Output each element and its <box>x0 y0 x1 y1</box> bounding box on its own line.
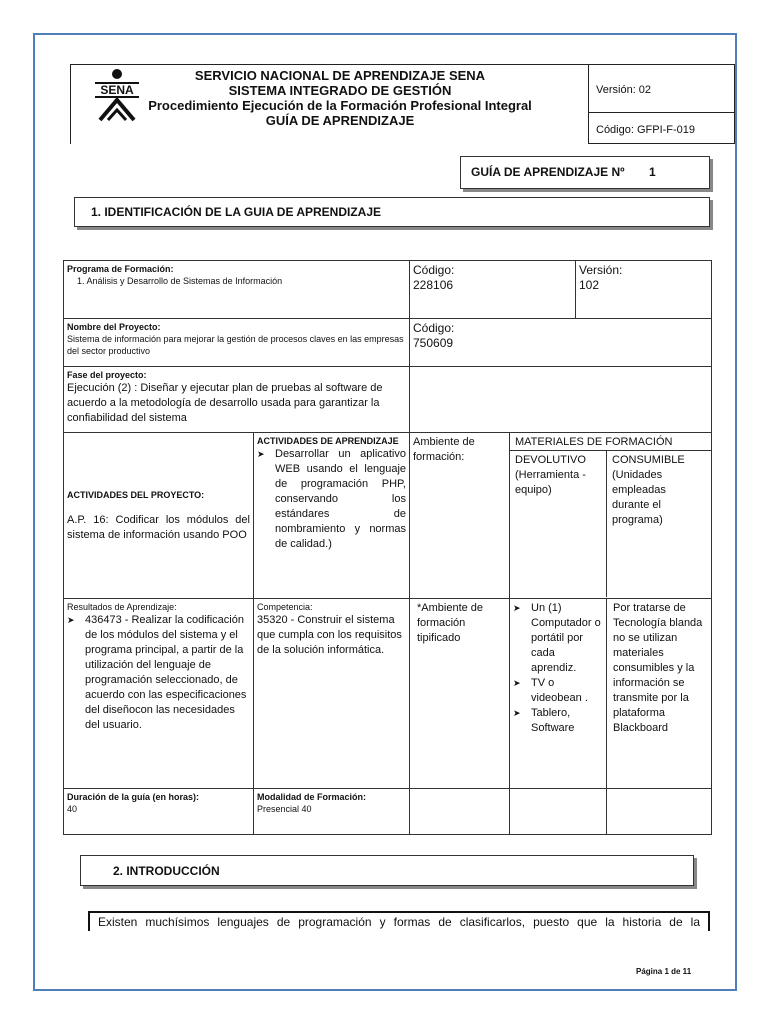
act-aprendizaje-value: ➤ Desarrollar un aplicativo WEB usando el lenguaje de programación PHP, conservando los estándares de nombramiento y normas de calidad.) <box>257 447 406 552</box>
org-name: SERVICIO NACIONAL DE APRENDIZAJE SENA <box>194 68 486 83</box>
org-guide-title: GUÍA DE APRENDIZAJE <box>265 113 415 128</box>
programa-value: 1. Análisis y Desarrollo de Sistemas de Información <box>77 276 283 286</box>
empty-cell <box>410 789 510 835</box>
devolutivo-cell <box>510 599 607 789</box>
modalidad-cell: Modalidad de Formación: Presencial 40 <box>254 789 410 835</box>
section1-box <box>74 197 710 227</box>
section2-title: 2. INTRODUCCIÓN <box>113 864 220 878</box>
materiales-cell <box>510 433 712 599</box>
duracion-value: 40 <box>67 804 78 814</box>
guide-number-label: GUÍA DE APRENDIZAJE Nº <box>471 165 625 179</box>
guide-number-value: 1 <box>649 165 656 179</box>
section2-box <box>80 855 694 886</box>
codigo2-cell: Código: 750609 <box>410 319 712 367</box>
devolutivo-list <box>513 601 603 736</box>
resultados-value: ➤ 436473 - Realizar la codificación de los módulos del sistema y el programa principal, a partir de la utilización del lenguaje de programación seleccionado, de acuerdo con las especificaciones del diseñocon las necesidades del usuario. <box>67 613 250 733</box>
section1-title: 1. IDENTIFICACIÓN DE LA GUIA DE APRENDIZAJE <box>91 205 382 219</box>
svg-text:SENA: SENA <box>100 83 134 97</box>
proyecto-value: Sistema de información para mejorar la gestión de procesos claves en las empresas del sector productivo <box>67 334 404 356</box>
proyecto-cell: Nombre del Proyecto: Sistema de información para mejorar la gestión de procesos claves en las empresas del sector productivo <box>64 319 410 367</box>
act-aprendizaje-cell: ACTIVIDADES DE APRENDIZAJE ➤ Desarrollar un aplicativo WEB usando el lenguaje de programación PHP, conservando los estándares de nombramiento y normas de calidad.) <box>254 433 410 599</box>
intro-paragraph: Existen muchísimos lenguajes de programación y formas de clasificarlos, puesto que la historia de la <box>88 911 710 931</box>
materiales-label: MATERIALES DE FORMACIÓN <box>510 433 711 451</box>
devolutivo-item: ➤ Un (1) Computador o portátil por cada aprendiz. <box>513 601 603 676</box>
codigo2-value: 750609 <box>413 336 454 350</box>
ambiente-value-cell: *Ambiente de formación tipificado <box>410 599 510 789</box>
header-version: Versión: 02 <box>596 84 652 96</box>
org-system: SISTEMA INTEGRADO DE GESTIÓN <box>228 83 452 98</box>
header-code: Código: GFPI-F-019 <box>596 124 696 136</box>
fase-value: Ejecución (2) : Diseñar y ejecutar plan de pruebas al software de acuerdo a la metodología de desarrollo usada para garantizar la confiabilidad del sistema <box>67 382 383 424</box>
devolutivo-label: DEVOLUTIVO (Herramienta - equipo) <box>510 451 607 597</box>
empty-cell <box>607 789 712 835</box>
act-proyecto-value: A.P. 16: Codificar los módulos del sistema de información usando POO <box>67 513 250 541</box>
version-cell: Versión: 102 <box>576 261 712 319</box>
consumible-cell: Por tratarse de Tecnología blanda no se utilizan materiales consumibles y la información se transmite por la plataforma Blackboard <box>607 599 712 789</box>
devolutivo-item: ➤ Tablero, Software <box>513 706 603 736</box>
act-proyecto-cell: ACTIVIDADES DEL PROYECTO: A.P. 16: Codificar los módulos del sistema de información usando POO <box>64 433 254 599</box>
fase-cell: Fase del proyecto: Ejecución (2) : Diseñar y ejecutar plan de pruebas al software de acuerdo a la metodología de desarrollo usada para garantizar la confiabilidad del sistema <box>64 367 410 433</box>
devolutivo-item: ➤ TV o videobean . <box>513 676 603 706</box>
duracion-cell: Duración de la guía (en horas): 40 <box>64 789 254 835</box>
guide-number-box <box>460 156 710 189</box>
version-value: 102 <box>579 278 600 292</box>
empty-cell <box>510 789 607 835</box>
page-number: Página 1 de 11 <box>636 967 692 976</box>
codigo-value: 228106 <box>413 278 454 292</box>
org-procedure: Procedimiento Ejecución de la Formación Profesional Integral <box>148 98 532 113</box>
programa-cell: Programa de Formación: 1. Análisis y Desarrollo de Sistemas de Información <box>64 261 410 319</box>
codigo-cell: Código: 228106 <box>410 261 576 319</box>
ambiente-label-cell: Ambiente de formación: <box>410 433 510 599</box>
consumible-label: CONSUMIBLE (Unidades empleadas durante el programa) <box>612 454 685 526</box>
competencia-cell: Competencia: 35320 - Construir el sistema que cumpla con los requisitos de la solución informática. <box>254 599 410 789</box>
resultados-cell: Resultados de Aprendizaje: ➤ 436473 - Realizar la codificación de los módulos del sistema y el programa principal, a partir de la utilización del lenguaje de programación seleccionado, de acuerdo con las especificaciones del diseñocon las necesidades del usuario. <box>64 599 254 789</box>
header-divider <box>588 112 735 113</box>
empty-cell <box>410 367 712 433</box>
modalidad-value: Presencial 40 <box>257 804 312 814</box>
identification-table <box>63 260 712 835</box>
competencia-value: 35320 - Construir el sistema que cumpla con los requisitos de la solución informática. <box>257 614 402 656</box>
